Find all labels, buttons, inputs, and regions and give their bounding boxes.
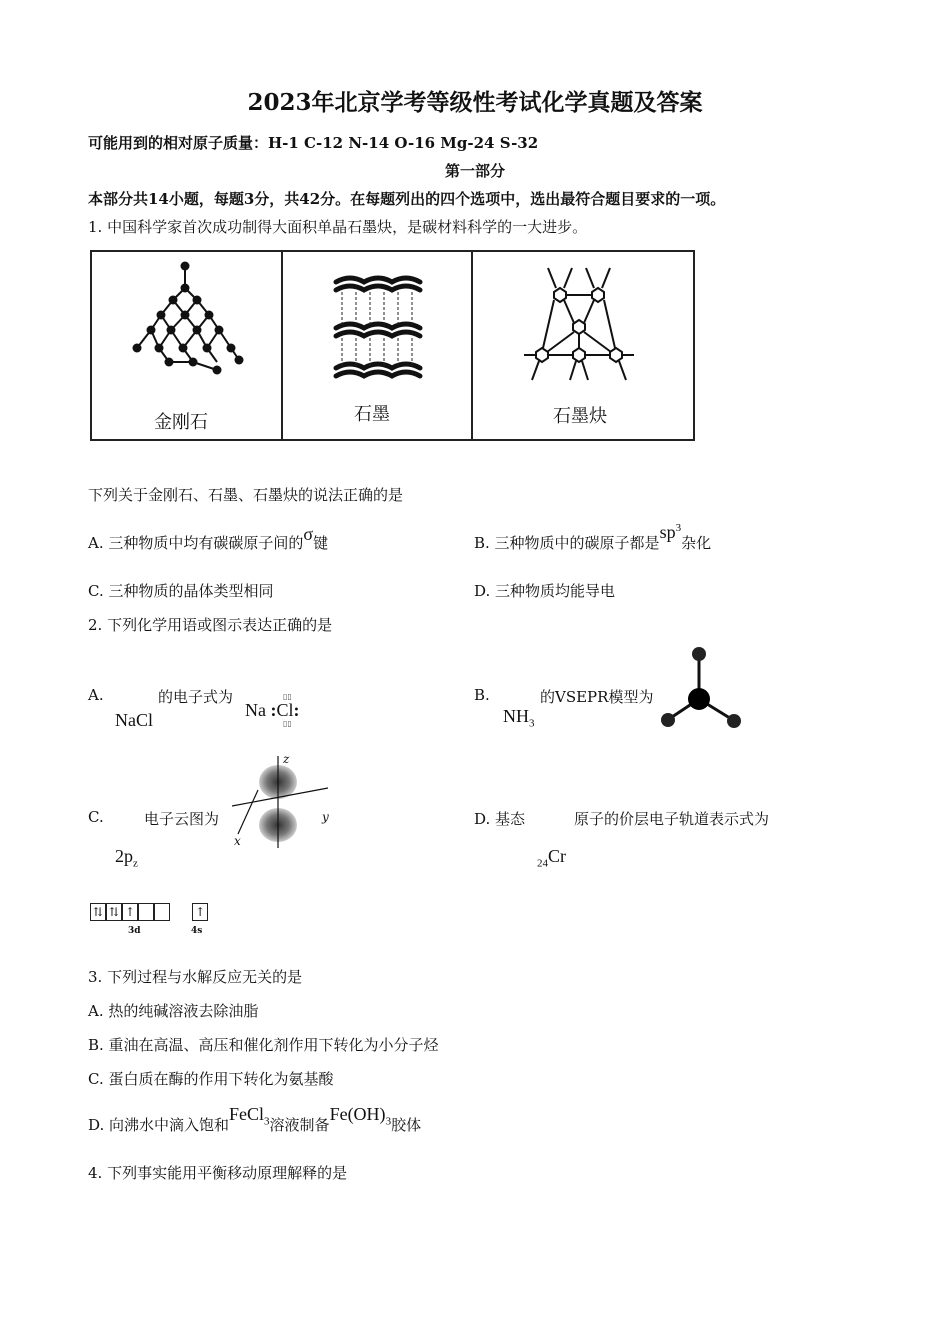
q2-d-label[interactable]: D. 基态 [474,810,526,828]
nh-base: NH [503,706,529,726]
q2-b-label[interactable]: B. [474,686,490,704]
q3-d-mid: 溶液制备 [269,1116,330,1134]
q1-option-a[interactable] [88,524,329,553]
colon-dots: : [270,700,277,720]
diamond-structure [127,260,247,385]
q2-d-text: 原子的价层电子轨道表示式为 [574,810,770,828]
q3-option-d[interactable] [88,1104,422,1138]
q1-a-sigma: σ [303,524,314,544]
p-orbital-sub: z [133,857,138,870]
q1-question: 下列关于金刚石、石墨、石墨炔的说法正确的是 [88,486,404,504]
q1-stem: 1. 中国科学家首次成功制得大面积单晶石墨炔，是碳材料科学的一大进步。 [88,218,588,236]
q1-a-text: A. 三种物质中均有碳碳原子间的 [88,534,304,552]
q1-option-b[interactable] [474,522,712,553]
q3-option-a[interactable]: A. 热的纯碱溶液去除油脂 [88,1002,259,1020]
q1-b-sp-base: sp [659,522,676,542]
q2-c-formula [115,846,138,870]
nh-sub: 3 [529,717,535,730]
fig-label-diamond: 金刚石 [154,412,208,433]
q3-option-b[interactable]: B. 重油在高温、高压和催化剂作用下转化为小分子烃 [88,1036,439,1054]
q2-d-element [537,846,566,870]
feoh3-base: Fe(OH) [329,1104,386,1124]
p-orbital-base: 2p [115,846,133,866]
cl-dots-bottom: ▯▯ [283,719,292,728]
orbital-3d-4 [138,903,154,921]
q1-a-text-end: 键 [313,534,329,552]
fecl3-sub: 3 [264,1115,270,1128]
q3-option-c[interactable]: C. 蛋白质在酶的作用下转化为氨基酸 [88,1070,334,1088]
orbital-label-3d: 3d [128,926,141,936]
orbital-3d-2: ⇅ [106,903,122,921]
graphyne-structure [524,264,634,382]
graphite-structure [330,270,426,382]
q1-option-d[interactable]: D. 三种物质均能导电 [474,582,616,600]
q3-stem: 3. 下列过程与水解反应无关的是 [88,968,303,986]
fecl3-base: FeCl [229,1104,265,1124]
page-title: 2023年北京学考等级性考试化学真题及答案 [247,89,703,116]
cl-symbol: Cl [276,700,294,720]
feoh3-sub: 3 [385,1115,392,1128]
q2-stem: 2. 下列化学用语或图示表达正确的是 [88,616,333,634]
q2-a-label[interactable]: A. [88,686,104,704]
q2-c-label[interactable]: C. [88,808,104,826]
q3-d-text: D. 向沸水中滴入饱和 [88,1116,230,1134]
orbital-diagram [90,903,208,922]
orbital-label-4s: 4s [191,926,203,936]
q2-a-text: 的电子式为 [158,688,234,706]
axis-z-label: z [283,752,290,766]
q4-stem: 4. 下列事实能用平衡移动原理解释的是 [88,1164,348,1182]
nacl-electron-formula [245,700,300,721]
orbital-4s-1: ↑ [192,903,208,921]
q1-b-text-end: 杂化 [681,534,712,552]
q1-b-sp [660,522,682,542]
q3-d-end: 胶体 [391,1116,422,1134]
carbon-structures-figure [90,250,695,441]
fig-label-graphite: 石墨 [354,404,390,425]
feoh3-formula [329,1104,392,1128]
q2-b-formula [503,706,535,730]
axis-y-label: y [322,810,329,824]
pz-electron-cloud [228,752,334,850]
na-symbol: Na [245,700,266,720]
axis-x-label: x [234,834,241,848]
fig-label-graphyne: 石墨炔 [553,406,607,427]
q1-option-c[interactable]: C. 三种物质的晶体类型相同 [88,582,274,600]
q2-c-text: 电子云图为 [144,810,220,828]
orbital-3d-3: ↑ [122,903,138,921]
section-heading: 第一部分 [444,162,505,180]
cr-atomic-number: 24 [537,857,548,870]
cr-symbol: Cr [548,846,566,866]
vsepr-model-icon [655,644,750,736]
q2-a-formula: NaCl [115,710,153,730]
q2-b-text: 的VSEPR模型为 [540,688,654,706]
orbital-3d-5 [154,903,170,921]
q1-b-text: B. 三种物质中的碳原子都是 [474,534,660,552]
orbital-3d-1: ⇅ [90,903,106,921]
instructions: 本部分共14小题，每题3分，共42分。在每题列出的四个选项中，选出最符合题目要求的一项。 [88,190,726,208]
cl-dots-top: ▯▯ [283,692,292,701]
q1-b-sp-sup: 3 [675,522,682,534]
colon-dots-right: : [293,700,300,720]
atomic-masses: 可能用到的相对原子质量：H-1 C-12 N-14 O-16 Mg-24 S-32 [88,134,539,152]
fecl3-formula [229,1104,270,1128]
